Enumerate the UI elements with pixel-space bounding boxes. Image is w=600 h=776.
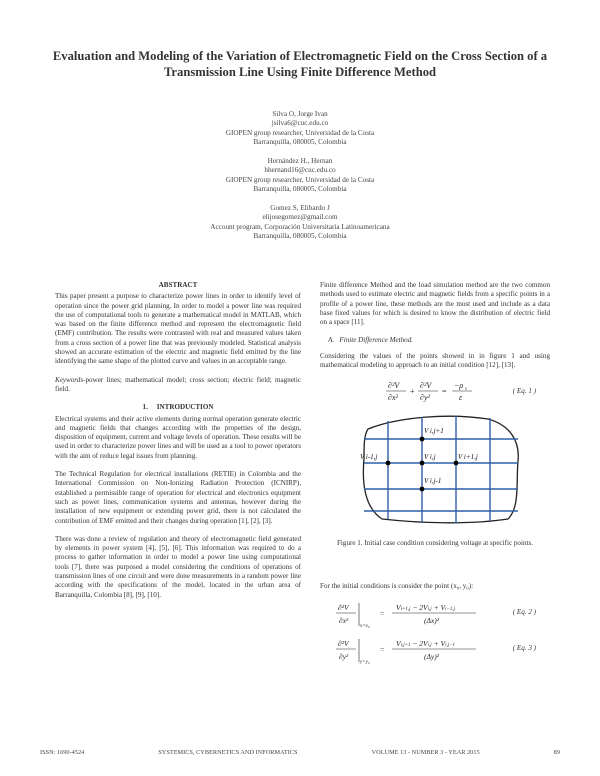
introduction-heading: 1. INTRODUCTION xyxy=(142,403,214,412)
svg-text:∂²V: ∂²V xyxy=(388,381,400,391)
fd-paragraph: Considering the values of the points showed in in figure 1 and using mathematical modeling to approach to an initial condition [12], [13]. xyxy=(320,351,550,370)
keywords xyxy=(55,376,301,395)
author-1 xyxy=(150,110,450,148)
abstract-text: This paper present a purpose to characterize power lines in order to identify level of operation since the power grid planning. In order to model a power line was required the use of computational tools to generate a mathematical model in MATLAB, which was based on the finite difference method and represent the electromagnetic field (EMF) contribution. The results were contrasted with real and measured values taken from a cross section of a power line that was previously modeled. Statistical analysis showed an accurate estimation of the electric and magnetic field emitted by the line identifying the same shape of the plotted curve and values in an acceptable range. xyxy=(55,292,301,366)
author-2 xyxy=(150,157,450,195)
author-affiliation: GIOPEN group researcher, Universidad de la Costa xyxy=(225,175,375,184)
finite-difference-grid xyxy=(358,411,524,527)
svg-text:∂y²: ∂y² xyxy=(339,652,349,662)
svg-text:Vi+1,j − 2Vi,j + Vi−1,j: Vi+1,j − 2Vi,j + Vi−1,j xyxy=(396,603,455,613)
keywords-text: power lines; mathematical model; cross section; electric field; magnetic field. xyxy=(55,375,301,393)
svg-text:(Δy)²: (Δy)² xyxy=(424,652,439,662)
svg-text:−ρ: −ρ xyxy=(454,381,464,391)
subsection-heading: A. Finite Difference Method. xyxy=(328,336,414,345)
initial-conditions-text: For the initial conditions is consider the point (x₀, y₀): xyxy=(320,581,474,590)
author-affiliation: GIOPEN group researcher, Universidad de la Costa xyxy=(225,128,375,137)
author-location: Barranquilla, 080005, Colombia xyxy=(253,185,347,194)
svg-text:ε: ε xyxy=(459,393,463,403)
abstract-heading: ABSTRACT xyxy=(158,281,198,289)
svg-text:∂y²: ∂y² xyxy=(420,393,430,403)
svg-text:=: = xyxy=(442,387,447,397)
author-location: Barranquilla, 080005, Colombia xyxy=(253,138,347,147)
figure-1 xyxy=(358,411,550,530)
author-name: Hernández H., Hernan xyxy=(267,157,333,166)
paper-title: Evaluation and Modeling of the Variation of Electromagnetic Field on the Cross Section of a Transmission Line Using Finite Difference Method xyxy=(52,49,548,79)
equation-3-formula xyxy=(336,636,506,666)
svg-text:Vi,j+1 − 2Vi,j + Vi,j−1: Vi,j+1 − 2Vi,j + Vi,j−1 xyxy=(396,639,455,649)
node-left xyxy=(386,461,391,466)
svg-text:∂x²: ∂x² xyxy=(339,616,349,626)
equation-2-tag: ( Eq. 2 ) xyxy=(512,608,536,617)
node-bottom xyxy=(420,487,425,492)
equation-1 xyxy=(320,379,550,405)
equation-2-formula xyxy=(336,600,506,630)
node-center xyxy=(420,461,425,466)
label-top: V i,j+1 xyxy=(424,427,444,436)
label-center: V i,j xyxy=(424,453,436,462)
svg-text:(Δx)²: (Δx)² xyxy=(424,616,439,626)
equation-3-tag: ( Eq. 3 ) xyxy=(512,644,536,653)
intro-paragraph-2: The Technical Regulation for electrical installations (RETIE) in Colombia and the International Commission on Non-Ionizing Radiation Protection (ICNIRP), established a permissible range of operation for electrical and electronics equipment such as power lines, communication systems and antennas, however during the installation of new equipment or extending power grid, there is not calculated the contribution of EMF emitted and their changes during operation [1], [2], [3]. xyxy=(55,470,301,525)
methods-paragraph: Finite difference Method and the load simulation method are the two common methods used to estimate electric and magnetic fields from a specific points in a profile of a power line, these methods are the most used and include as a data base fixed values for which is desired to know the distribution of electric field on a space [11]. xyxy=(320,281,550,327)
svg-text:=: = xyxy=(380,645,385,655)
svg-text:x=x₀: x=x₀ xyxy=(360,624,370,630)
author-email: elijosegomez@gmail.com xyxy=(262,213,338,222)
svg-text:∂²V: ∂²V xyxy=(338,639,349,649)
keywords-label: Keywords- xyxy=(55,375,86,384)
author-affiliation: Account program, Corporación Universitaria Latinoamericana xyxy=(210,222,390,231)
footer-issn: ISSN: 1690-4524 xyxy=(40,749,85,756)
label-left: V i-1,j xyxy=(360,453,378,462)
figure-caption: Figure 1. Initial case condition considering voltage at specific points. xyxy=(336,538,533,547)
svg-text:v: v xyxy=(465,387,468,393)
author-name: Gomez S, Elibardo J xyxy=(270,204,330,213)
author-block xyxy=(150,110,450,251)
footer-page-number: 89 xyxy=(553,749,560,756)
svg-text:∂²V: ∂²V xyxy=(338,603,349,613)
equation-3 xyxy=(320,636,550,666)
page-footer xyxy=(40,749,560,756)
left-column xyxy=(55,281,301,609)
footer-journal: SYSTEMICS, CYBERNETICS AND INFORMATICS xyxy=(158,749,298,756)
author-name: Silva O, Jorge Ivan xyxy=(272,110,328,118)
svg-text:+: + xyxy=(410,387,415,397)
svg-text:∂²V: ∂²V xyxy=(420,381,432,391)
author-location: Barranquilla, 080005, Colombia xyxy=(253,232,347,241)
equation-2 xyxy=(320,600,550,630)
node-right xyxy=(454,461,459,466)
equation-1-tag: ( Eq. 1 ) xyxy=(512,387,536,396)
equation-1-formula xyxy=(382,379,502,405)
author-email: hhernand16@cuc.edu.co xyxy=(264,166,336,175)
label-right: V i+1,j xyxy=(458,453,478,462)
author-email: jsilva6@cuc.edu.co xyxy=(271,119,329,128)
intro-paragraph-1: Electrical systems and their active elements during normal operation generate electric and magnetic fields that changes according with the properties of the design, disposition of equipment, current and voltage levels of operation. These results will be used in order to characterize power lines and will be used as a tool to power operators with the aim of reduce legal issues from planning. xyxy=(55,414,301,460)
footer-volume: VOLUME 13 - NUMBER 3 - YEAR 2015 xyxy=(371,749,480,756)
label-bottom: V i,j-1 xyxy=(424,477,442,486)
svg-text:y=y₀: y=y₀ xyxy=(360,660,370,666)
svg-text:∂x²: ∂x² xyxy=(388,393,398,403)
node-top xyxy=(420,437,425,442)
intro-paragraph-3: There was done a review of regulation and theory of electromagnetic field generated by elements in power system [4], [5], [6]. This information was required to do a process to gather information in order to model a power line using computational tools [7], there was purposed a model considering the conditions of operations of transmission lines of one circuit and were done measurements in a random power line according with the specifications of the model, located in the urban area of Barranquilla, Colombia [8], [9], [10]. xyxy=(55,534,301,599)
right-column xyxy=(320,281,550,672)
author-3 xyxy=(150,204,450,242)
svg-text:=: = xyxy=(380,609,385,619)
